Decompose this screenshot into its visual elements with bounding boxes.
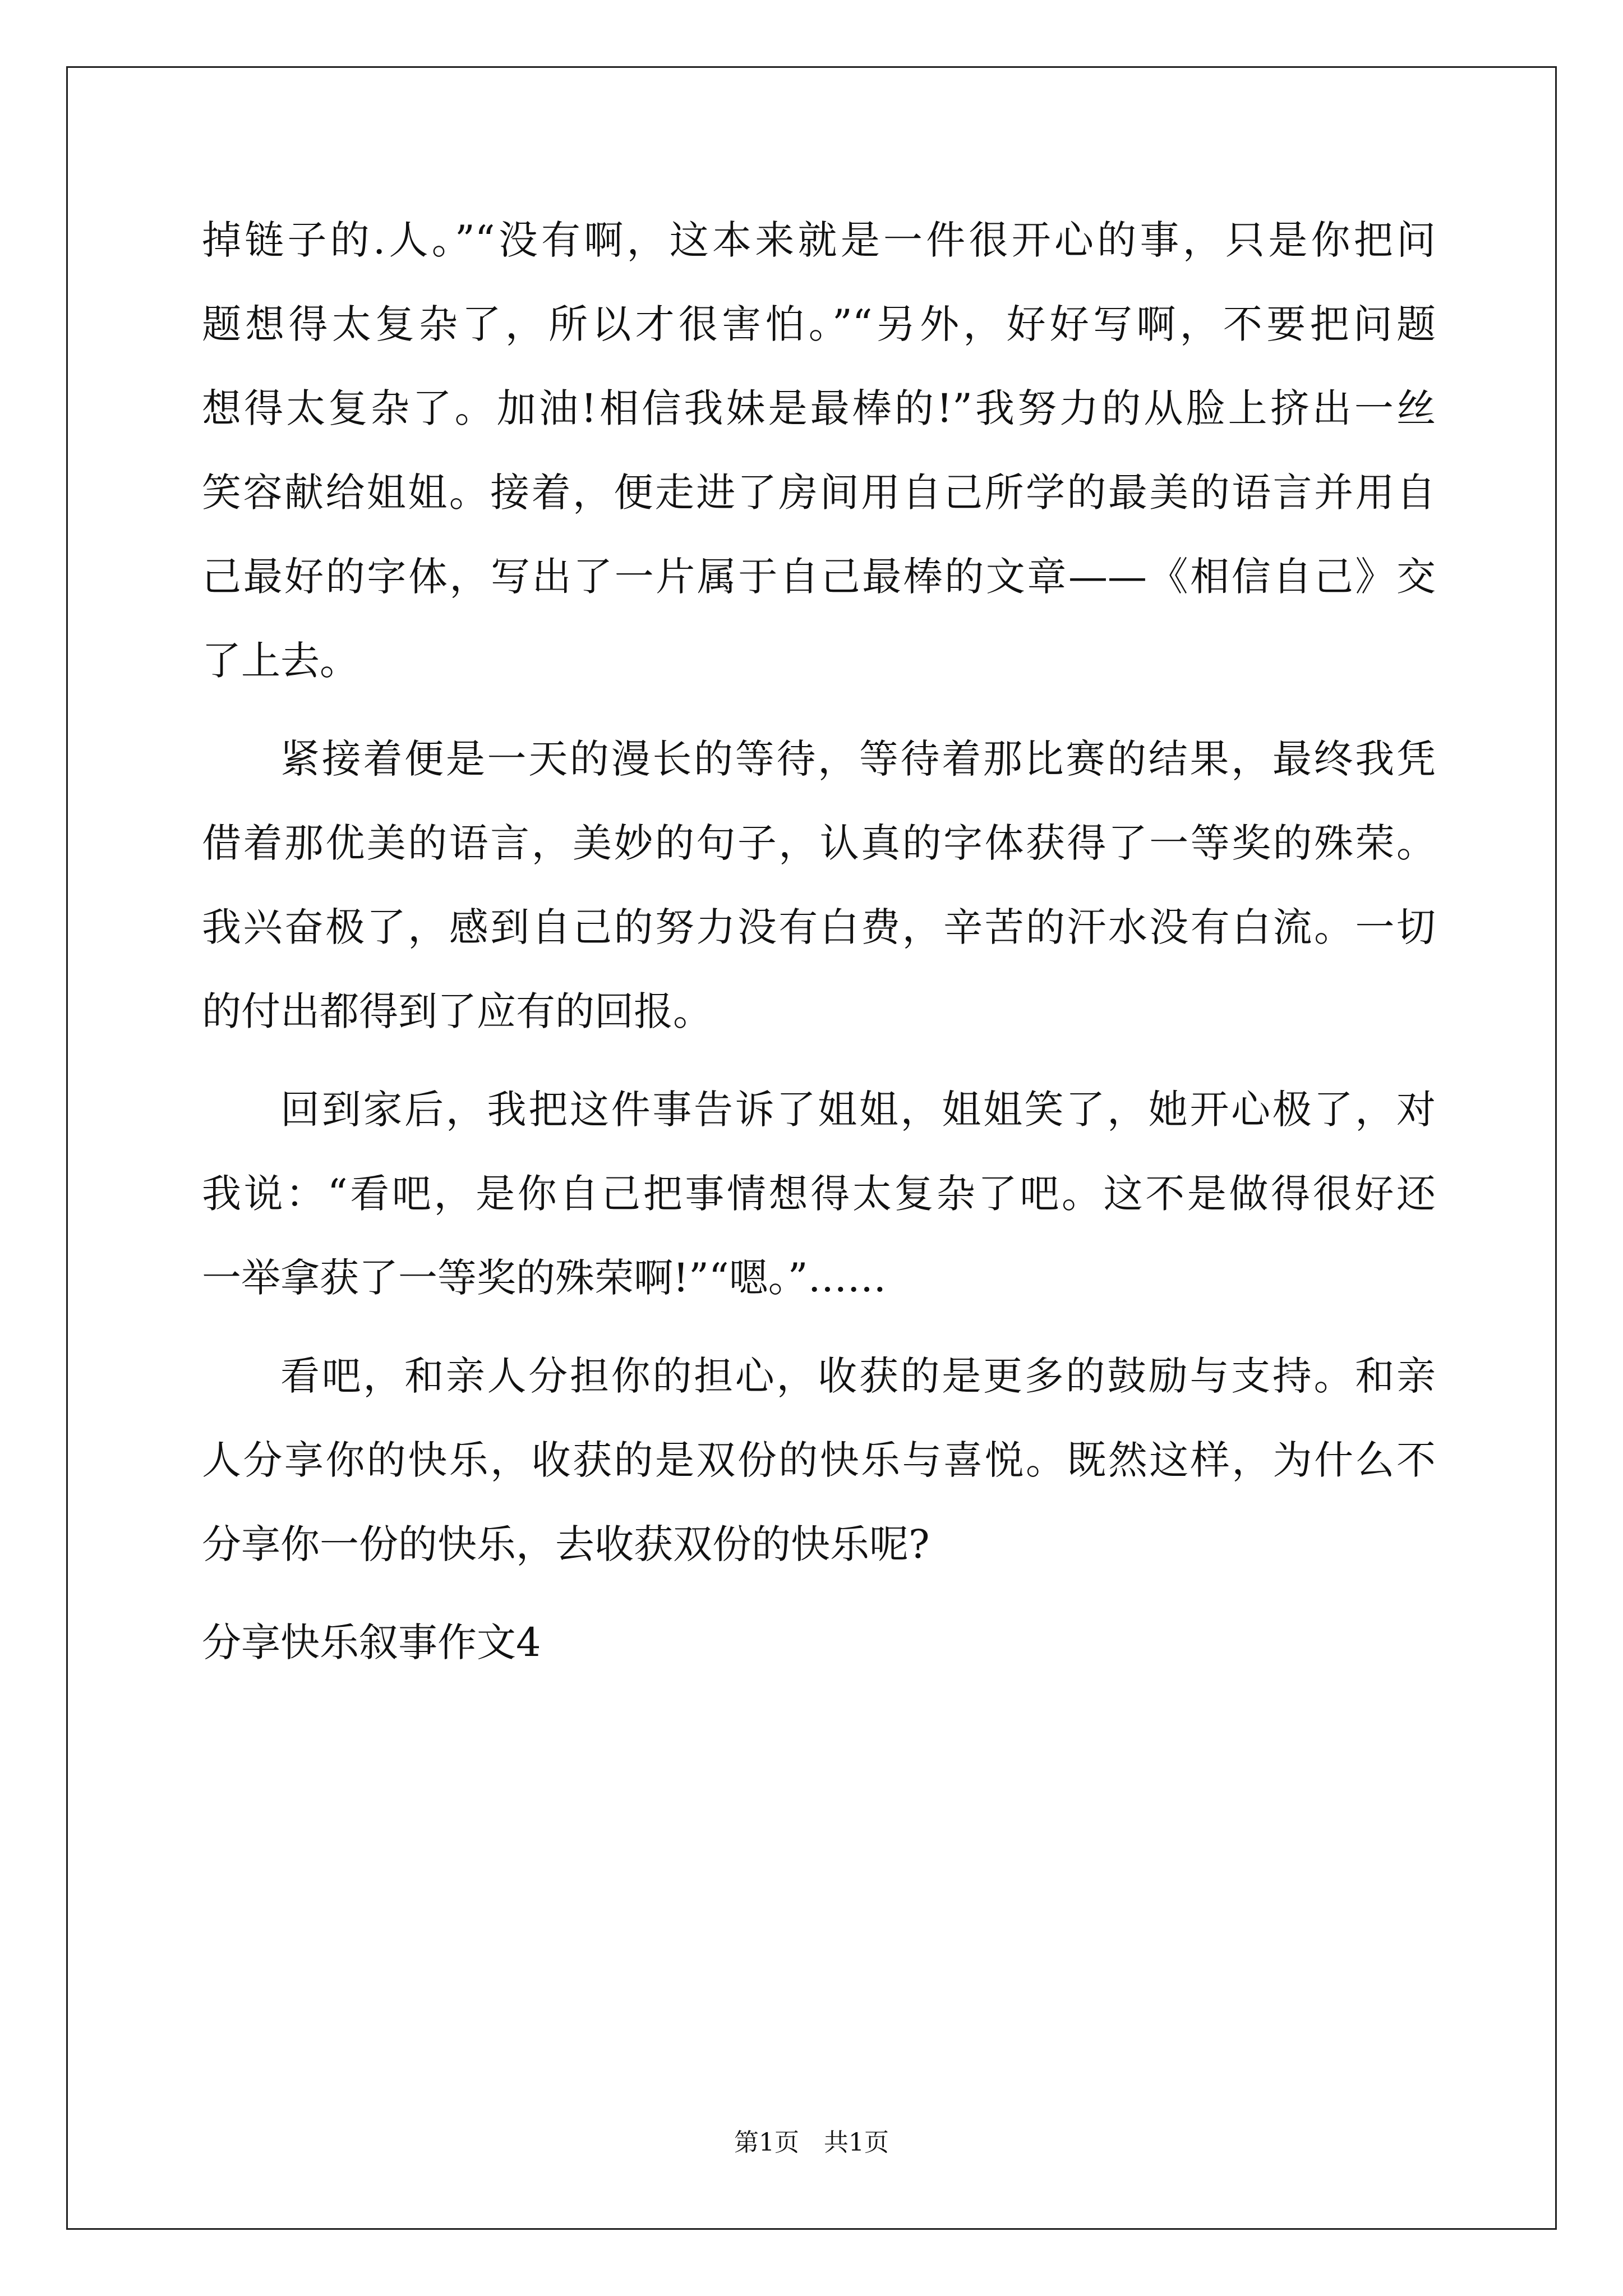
body-line: 题想得太复杂了，所以才很害怕。”“另外，好好写啊，不要把问题 (202, 301, 1436, 347)
body-line: 笑容献给姐姐。接着，便走进了房间用自己所学的最美的语言并用自 (202, 470, 1436, 516)
body-line: 我兴奋极了，感到自己的努力没有白费，辛苦的汗水没有白流。一切 (202, 904, 1436, 950)
paragraph-first-line: 紧接着便是一天的漫长的等待，等待着那比赛的结果，最终我凭 (280, 736, 1436, 782)
paragraph-first-line: 看吧，和亲人分担你的担心，收获的是更多的鼓励与支持。和亲 (280, 1353, 1436, 1399)
body-line: 的付出都得到了应有的回报。 (202, 988, 712, 1034)
section-heading: 分享快乐叙事作文4 (202, 1619, 541, 1665)
body-line: 一举拿获了一等奖的殊荣啊!”“嗯。”…… (202, 1255, 887, 1301)
body-line: 想得太复杂了。加油!相信我妹是最棒的!”我努力的从脸上挤出一丝 (202, 385, 1436, 431)
body-line: 掉链子的.人。”“没有啊，这本来就是一件很开心的事，只是你把问 (202, 217, 1436, 263)
body-line: 我说：“看吧，是你自己把事情想得太复杂了吧。这不是做得很好还 (202, 1171, 1436, 1217)
page-footer: 第1页 共1页 (734, 2128, 889, 2157)
body-line: 人分享你的快乐，收获的是双份的快乐与喜悦。既然这样，为什么不 (202, 1437, 1436, 1483)
body-line: 己最好的字体，写出了一片属于自己最棒的文章——《相信自己》交 (202, 554, 1436, 600)
paragraph-first-line: 回到家后，我把这件事告诉了姐姐，姐姐笑了，她开心极了，对 (280, 1087, 1436, 1133)
body-line: 了上去。 (202, 638, 359, 684)
body-line: 借着那优美的语言，美妙的句子，认真的字体获得了一等奖的殊荣。 (202, 820, 1436, 866)
body-line: 分享你一份的快乐，去收获双份的快乐呢? (202, 1521, 930, 1567)
